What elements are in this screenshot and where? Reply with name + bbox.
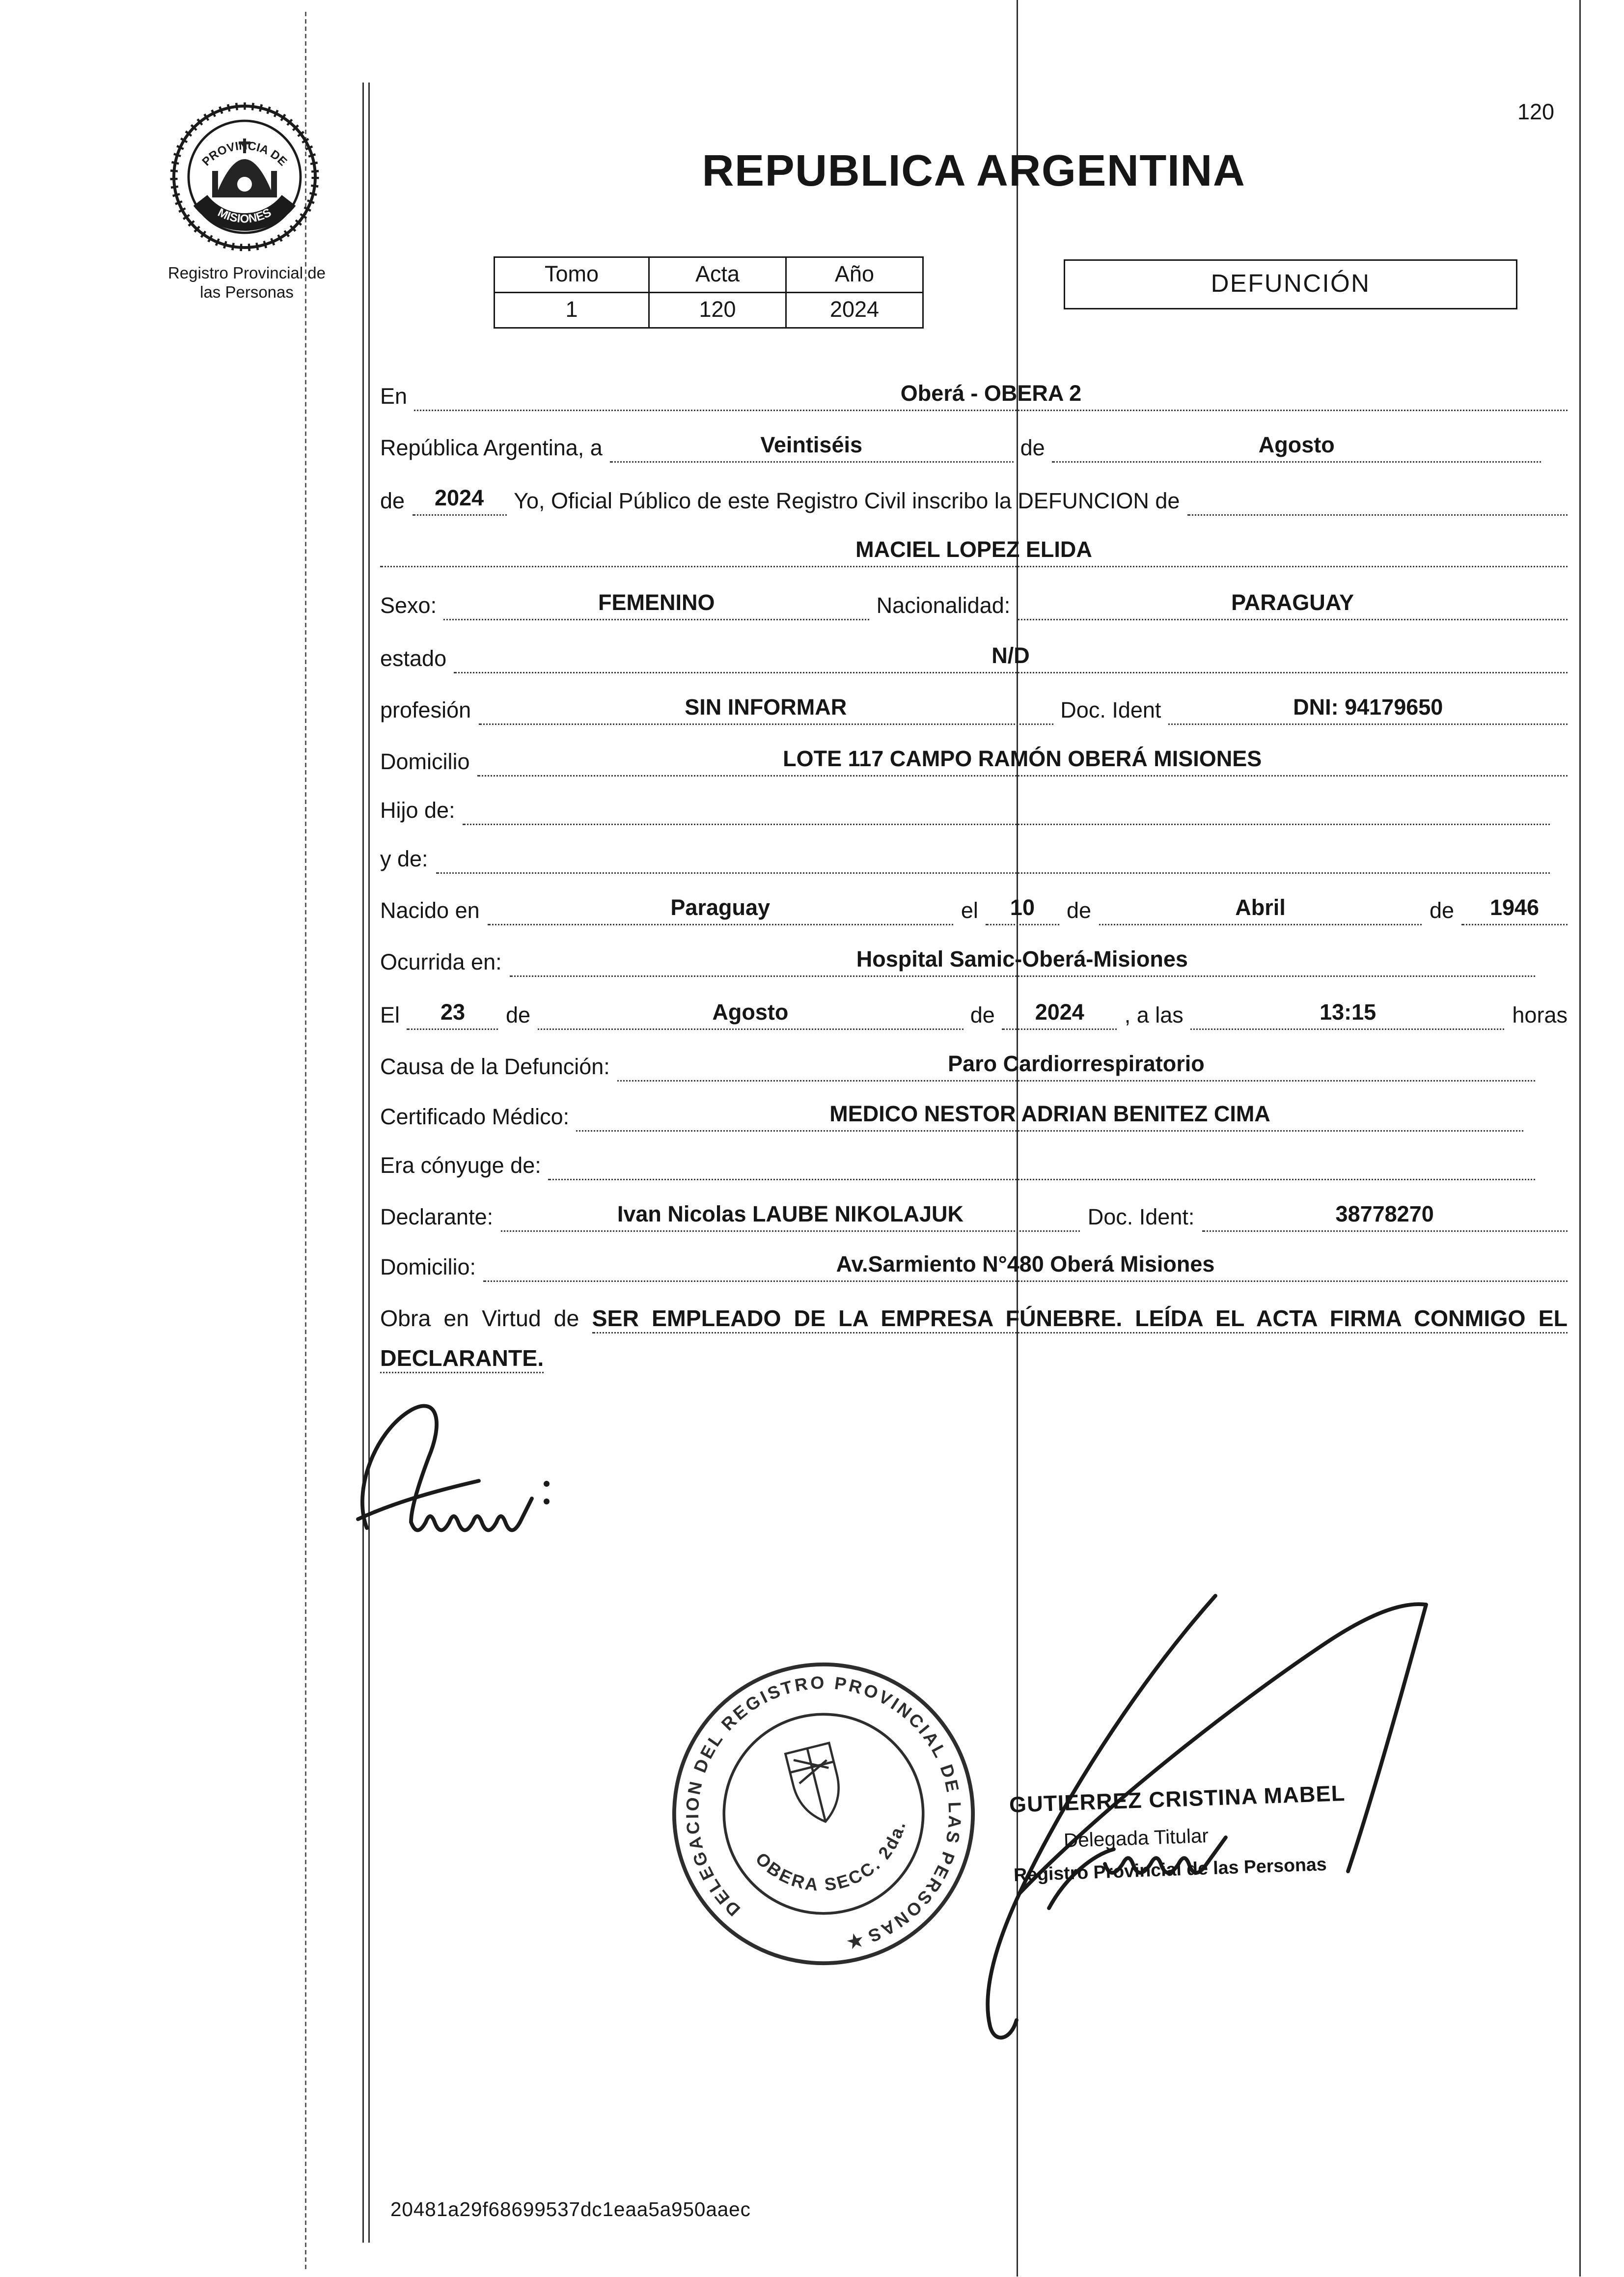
field-label: Nacido en bbox=[380, 899, 480, 924]
field-value: 10 bbox=[986, 894, 1059, 925]
field-label: Ocurrida en: bbox=[380, 950, 502, 975]
field-value: Ivan Nicolas LAUBE NIKOLAJUK bbox=[500, 1201, 1080, 1232]
form-row-causa bbox=[380, 1051, 1568, 1082]
table-header-cell: Año bbox=[786, 257, 923, 293]
form-row-domicilio bbox=[380, 746, 1568, 777]
seal-caption-line2: las Personas bbox=[200, 284, 294, 302]
acta-table bbox=[494, 256, 924, 329]
page-title: REPUBLICA ARGENTINA bbox=[702, 147, 1246, 196]
field-value: Abril bbox=[1099, 894, 1422, 925]
field-label: de bbox=[380, 489, 405, 514]
stamp-crest-icon bbox=[785, 1743, 847, 1827]
field-label: Obra en Virtud de bbox=[380, 1307, 579, 1332]
field-value: 13:15 bbox=[1191, 999, 1505, 1030]
field-label: Sexo: bbox=[380, 594, 437, 619]
form-row-certificado bbox=[380, 1101, 1568, 1132]
left-margin-dashed-line bbox=[304, 12, 306, 2269]
field-label: de bbox=[1429, 899, 1454, 924]
official-name: GUTIERREZ CRISTINA MABEL bbox=[1009, 1781, 1346, 1818]
stamp-ring-text: DELEGACION DEL REGISTRO PROVINCIAL DE LAS PERSONAS bbox=[682, 1672, 965, 1947]
form-row-domicilio-declarante bbox=[380, 1251, 1568, 1282]
field-value: Av.Sarmiento N°480 Oberá Misiones bbox=[483, 1251, 1568, 1282]
seal-caption bbox=[155, 265, 339, 304]
form-row-en bbox=[380, 380, 1568, 411]
official-title: Delegada Titular bbox=[1063, 1824, 1209, 1852]
field-value: Agosto bbox=[1052, 432, 1541, 463]
table-header-cell: Acta bbox=[649, 257, 786, 293]
field-value: 2024 bbox=[1002, 999, 1117, 1030]
field-label: Era cónyuge de: bbox=[380, 1154, 541, 1179]
table-header-cell: Tomo bbox=[495, 257, 649, 293]
field-label: de bbox=[970, 1003, 995, 1028]
field-value: Hospital Samic-Oberá-Misiones bbox=[509, 946, 1535, 977]
form-row-y-de bbox=[380, 844, 1568, 874]
form-row-declarante bbox=[380, 1201, 1568, 1232]
field-value: N/D bbox=[454, 642, 1568, 673]
table-value-cell: 2024 bbox=[786, 293, 923, 328]
field-value: Paraguay bbox=[487, 894, 954, 925]
field-label: el bbox=[961, 899, 978, 924]
declarant-signature-icon bbox=[346, 1392, 582, 1547]
table-value-cell: 120 bbox=[649, 293, 786, 328]
official-org: Registro Provincial de las Personas bbox=[1013, 1854, 1327, 1886]
field-value: 1946 bbox=[1461, 894, 1568, 925]
field-value: 23 bbox=[407, 999, 498, 1030]
field-value: Agosto bbox=[538, 999, 963, 1030]
field-value: PARAGUAY bbox=[1018, 589, 1568, 620]
field-value: 2024 bbox=[412, 485, 506, 516]
field-label: Yo, Oficial Público de este Registro Civil inscribo la DEFUNCION de bbox=[514, 489, 1180, 514]
field-value: Paro Cardiorrespiratorio bbox=[617, 1051, 1535, 1082]
field-label: de bbox=[1020, 436, 1045, 461]
acta-table-value-row bbox=[495, 293, 923, 328]
deceased-name-value: MACIEL LOPEZ ELIDA bbox=[380, 536, 1568, 567]
seal-caption-line1: Registro Provincial de bbox=[168, 265, 326, 283]
form-row-fecha-texto bbox=[380, 432, 1568, 463]
field-value: LOTE 117 CAMPO RAMÓN OBERÁ MISIONES bbox=[477, 746, 1568, 777]
field-value: MEDICO NESTOR ADRIAN BENITEZ CIMA bbox=[577, 1101, 1523, 1132]
field-label: Nacionalidad: bbox=[876, 594, 1011, 619]
field-label: En bbox=[380, 385, 408, 410]
form-row-obra bbox=[380, 1300, 1568, 1379]
stamp-star-icon: ★ bbox=[843, 1928, 867, 1955]
field-value: SER EMPLEADO DE LA EMPRESA FÚNEBRE. LEÍDA EL ACTA FIRMA CONMIGO EL DECLARANTE. bbox=[380, 1307, 1568, 1373]
field-label: de bbox=[506, 1003, 531, 1028]
form-row-fecha-defuncion bbox=[380, 999, 1568, 1030]
field-label: Domicilio bbox=[380, 750, 470, 775]
field-value: Oberá - OBERA 2 bbox=[414, 380, 1568, 411]
field-label: horas bbox=[1512, 1003, 1568, 1028]
field-label: Doc. Ident bbox=[1060, 698, 1161, 723]
field-label: Certificado Médico: bbox=[380, 1105, 570, 1130]
form-row-conyuge bbox=[380, 1151, 1568, 1180]
field-label: Hijo de: bbox=[380, 799, 455, 824]
field-label: Declarante: bbox=[380, 1205, 494, 1230]
field-label: profesión bbox=[380, 698, 471, 723]
record-type-box: DEFUNCIÓN bbox=[1064, 259, 1517, 309]
table-value-cell: 1 bbox=[495, 293, 649, 328]
field-label: Doc. Ident: bbox=[1087, 1205, 1195, 1230]
field-label: República Argentina, a bbox=[380, 436, 603, 461]
double-rule-line-outer bbox=[362, 83, 364, 2243]
field-label: de bbox=[1066, 899, 1092, 924]
field-value: Veintiséis bbox=[610, 432, 1013, 463]
form-row-estado bbox=[380, 642, 1568, 673]
field-value: DNI: 94179650 bbox=[1168, 694, 1568, 725]
field-label: El bbox=[380, 1003, 400, 1028]
province-seal-icon bbox=[168, 100, 321, 253]
field-value: FEMENINO bbox=[444, 589, 869, 620]
field-value: SIN INFORMAR bbox=[478, 694, 1053, 725]
field-value bbox=[436, 844, 1550, 874]
dotted-filler bbox=[1187, 486, 1568, 516]
seal-banner-text: MISIONES bbox=[216, 206, 274, 226]
form-row-sexo-nacionalidad bbox=[380, 589, 1568, 620]
field-label: Domicilio: bbox=[380, 1255, 476, 1280]
document-hash: 20481a29f68699537dc1eaa5a950aaec bbox=[390, 2198, 751, 2221]
double-rule-line-inner bbox=[368, 83, 370, 2243]
form-row-anio-oficial bbox=[380, 485, 1568, 516]
field-label: estado bbox=[380, 647, 447, 672]
form-row-ocurrida bbox=[380, 946, 1568, 977]
seal-arc-text: PROVINCIA DE bbox=[199, 139, 290, 169]
field-value: 38778270 bbox=[1202, 1201, 1568, 1232]
form-row-profesion-doc bbox=[380, 694, 1568, 725]
stamp-inner-text: OBERA SECC. 2da. bbox=[751, 1818, 910, 1895]
page-number: 120 bbox=[1517, 100, 1555, 125]
right-edge-line bbox=[1579, 0, 1581, 2277]
form-row-nacido bbox=[380, 894, 1568, 925]
field-label: Causa de la Defunción: bbox=[380, 1055, 610, 1080]
field-value bbox=[463, 796, 1550, 825]
field-value bbox=[549, 1151, 1535, 1180]
field-label: y de: bbox=[380, 847, 428, 872]
form-row-nombre bbox=[380, 536, 1568, 567]
field-label: , a las bbox=[1124, 1003, 1184, 1028]
form-row-hijo-de bbox=[380, 796, 1568, 825]
acta-table-header-row bbox=[495, 257, 923, 293]
